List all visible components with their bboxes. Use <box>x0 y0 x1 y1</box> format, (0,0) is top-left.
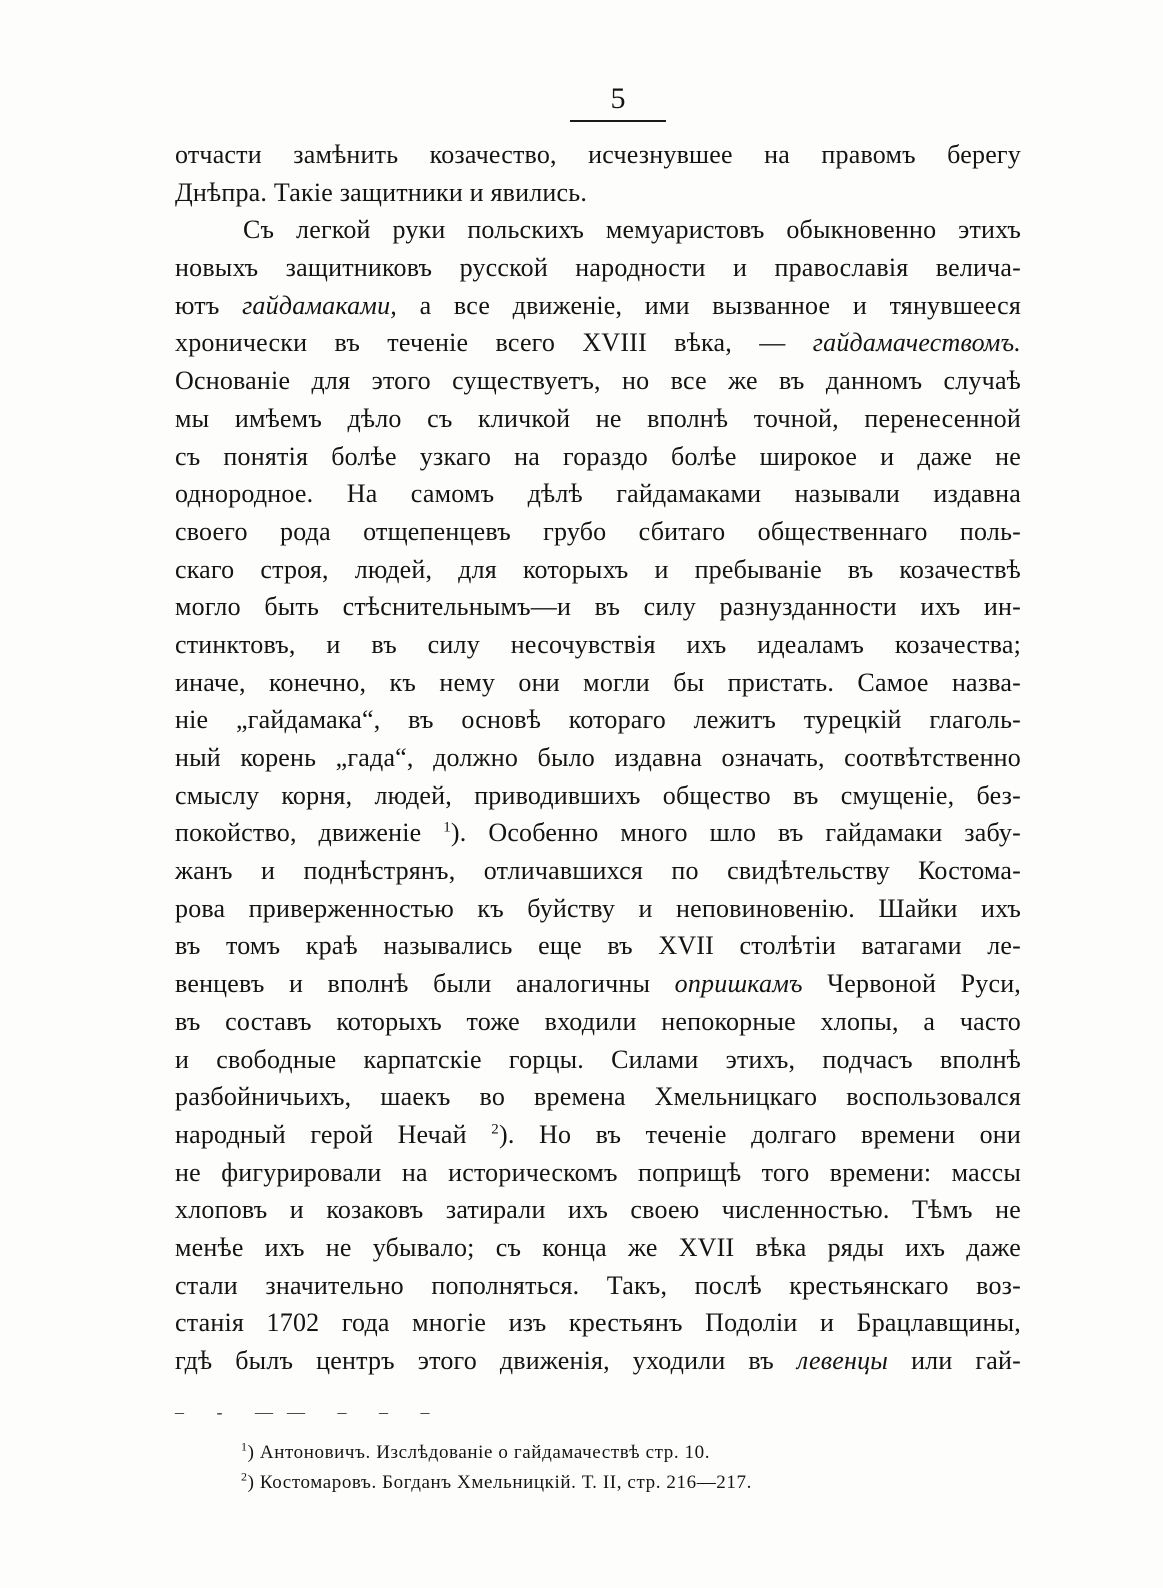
text-line: не фигурировали на историческомъ поприщѣ того времени: массы <box>175 1157 1021 1187</box>
text-line: Днѣпра. Такіе защитники и явились. <box>175 177 588 207</box>
text-line: рова приверженностью къ буйству и неповиновенію. Шайки ихъ <box>175 893 1021 923</box>
text-line: новыхъ защитниковъ русской народности и православія величa- <box>175 253 1021 283</box>
text-segment: ютъ <box>175 290 243 320</box>
footnote-text: ) Костомаровъ. Богданъ Хмельницкій. Т. II, стр. 216—217. <box>247 1471 752 1493</box>
text-line: съ понятія болѣе узкаго на гораздо болѣе широкое и даже не <box>175 441 1021 471</box>
text-line <box>175 814 1021 852</box>
text-segment: народный герой Нечай <box>175 1119 492 1149</box>
text-line: жанъ и поднѣстрянъ, отличавшихся по свидѣтельству Костома- <box>175 856 1021 886</box>
text-line: стинктовъ, и въ силу несочувствія ихъ идеаламъ козачества; <box>175 629 1021 659</box>
page-number-rule <box>570 120 666 122</box>
text-segment: или гай- <box>888 1346 1021 1375</box>
footnote-reference: 1 <box>443 819 451 836</box>
text-line: однородное. На самомъ дѣлѣ гайдамаками называли издавна <box>175 479 1021 509</box>
text-line: Основаніе для этого существуетъ, но все же въ данномъ случаѣ <box>175 366 1021 396</box>
italic-term: опришкамъ <box>674 969 803 999</box>
text-line <box>175 287 1021 325</box>
text-segment: покойство, движеніе <box>175 818 444 848</box>
text-line <box>175 1342 1021 1380</box>
footnote <box>241 1468 1021 1498</box>
text-line: иначе, конечно, къ нему они могли бы пристать. Самое назва- <box>175 667 1021 697</box>
italic-term: гайдамачествомъ. <box>812 328 1021 358</box>
text-segment: венцевъ и вполнѣ были аналогичны <box>175 969 675 999</box>
text-line: хлоповъ и козаковъ затирали ихъ своею численностью. Тѣмъ не <box>175 1195 1021 1225</box>
footnote-text: ) Антоновичъ. Изслѣдованіе о гайдамачествѣ стр. 10. <box>247 1441 711 1463</box>
text-line: Съ легкой руки польскихъ мемуаристовъ обыкновенно этихъ <box>243 215 1021 245</box>
body-text <box>175 136 1021 1380</box>
page-number: 5 <box>610 82 626 115</box>
text-line: станія 1702 года многіе изъ крестьянъ Подоліи и Брацлавщины, <box>175 1308 1021 1338</box>
text-line: мы имѣемъ дѣло съ кличкой не вполнѣ точной, перенесенной <box>175 403 1021 433</box>
text-line: менѣе ихъ не убывало; съ конца же XVII вѣка ряды ихъ даже <box>175 1232 1021 1262</box>
footnote-separator: – - —— – – – <box>175 1401 444 1422</box>
text-line: ный корень „гада“, должно было издавна означать, соотвѣтственно <box>175 743 1021 772</box>
text-line <box>175 1116 1021 1154</box>
text-line: могло быть стѣснительнымъ—и въ силу разнузданности ихъ ин- <box>175 592 1021 622</box>
text-line: въ составъ которыхъ тоже входили непокорные хлопы, а часто <box>175 1006 1021 1036</box>
footnote-reference: 2 <box>491 1121 499 1138</box>
text-line: стали значительно пополняться. Такъ, послѣ крестьянскаго воз- <box>175 1270 1021 1300</box>
footnote <box>241 1438 1021 1468</box>
text-segment: ). Но въ теченіе долгаго времени они <box>498 1119 1021 1149</box>
text-line <box>175 965 1021 1003</box>
footnote-mark: 1 <box>241 1439 248 1454</box>
text-line: скаго строя, людей, для которыхъ и пребываніе въ козачествѣ <box>175 554 1021 584</box>
italic-term: гайдамаками, <box>242 290 397 320</box>
text-line: и свободные карпатскіе горцы. Силами этихъ, подчасъ вполнѣ <box>175 1044 1021 1074</box>
text-segment: хронически въ теченіе всего XVIII вѣка, — <box>175 328 813 358</box>
text-line: своего рода отщепенцевъ грубо сбитаго общественнаго поль- <box>175 516 1021 546</box>
footnote-mark: 2 <box>241 1469 248 1484</box>
text-line: въ томъ краѣ назывались еще въ XVII столѣтіи ватагами ле- <box>175 931 1021 961</box>
text-segment: Червоной Руси, <box>802 969 1022 999</box>
text-line: смыслу корня, людей, приводившихъ общество въ смущеніе, без- <box>175 780 1021 810</box>
text-line: ніе „гайдамака“, въ основѣ котораго лежитъ турецкій глаголь- <box>175 705 1021 735</box>
italic-term: левенцы <box>796 1346 889 1375</box>
text-line: разбойничьихъ, шаекъ во времена Хмельницкаго воспользовался <box>175 1082 1021 1112</box>
text-line <box>175 324 1021 362</box>
text-segment: а все движеніе, ими вызванное и тянувшееся <box>397 290 1021 320</box>
text-segment: гдѣ былъ центръ этого движенія, уходили въ <box>175 1346 797 1375</box>
text-segment: ). Особенно много шло въ гайдамаки забу- <box>450 818 1021 848</box>
page <box>175 82 1021 1562</box>
text-line: отчасти замѣнить козачество, исчезнувшее на правомъ берегу <box>175 140 1021 169</box>
footnotes <box>175 1438 1021 1498</box>
